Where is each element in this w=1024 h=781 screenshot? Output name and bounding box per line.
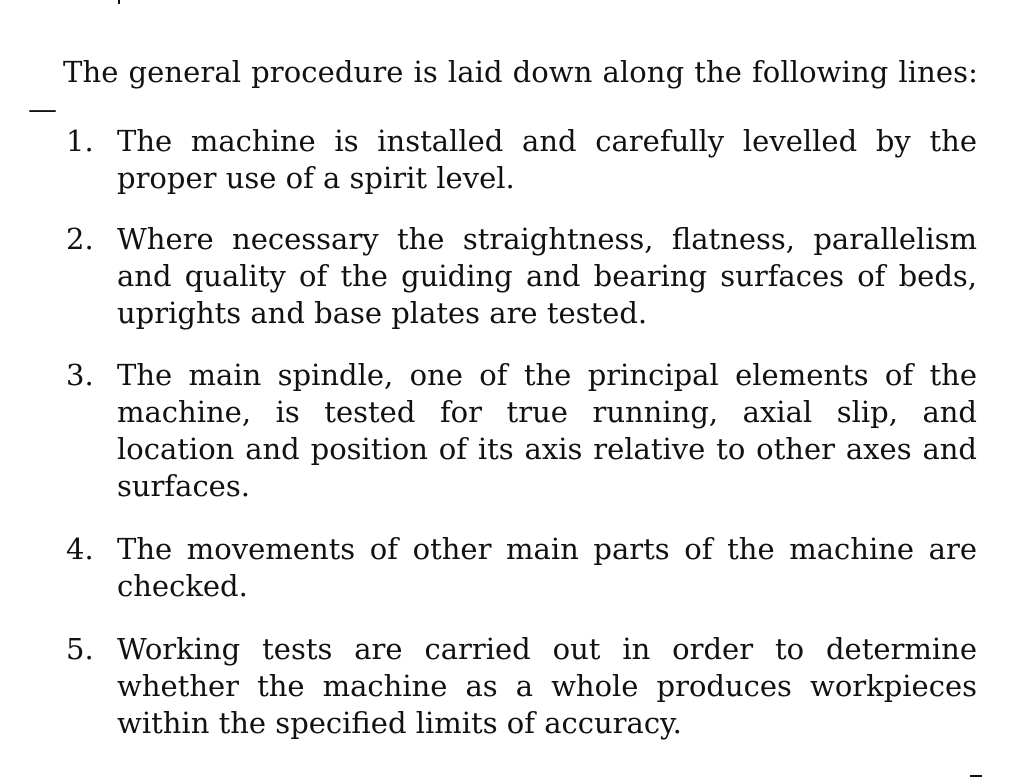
- list-item: [0, 531, 1024, 631]
- list-item: [0, 221, 1024, 357]
- list-item-text: Where necessary the straightness, flatness, parallelism and quality of the guiding and bearing surfaces of beds, uprights and base plates are tested.: [117, 222, 977, 330]
- list-item-text: The movements of other main parts of the machine are checked.: [117, 532, 977, 603]
- scan-artifact-mark: [970, 775, 982, 781]
- procedure-list: [0, 123, 1024, 751]
- list-item: [0, 123, 1024, 221]
- list-item-number: 5.: [66, 632, 94, 666]
- list-item-number: 3.: [66, 358, 94, 392]
- list-item-text: The main spindle, one of the principal elements of the machine, is tested for true running, axial slip, and location and position of its axis relative to other axes and surfaces.: [117, 358, 977, 503]
- intro-paragraph: The general procedure is laid down along the following lines:—: [28, 55, 978, 126]
- list-item: [0, 631, 1024, 751]
- list-item-number: 4.: [66, 532, 94, 566]
- list-item-text: The machine is installed and carefully levelled by the proper use of a spirit level.: [117, 124, 977, 195]
- list-item-text: Working tests are carried out in order to determine whether the machine as a whole produces workpieces within the specified limits of accuracy.: [117, 632, 977, 740]
- list-item: [0, 357, 1024, 531]
- list-item-number: 2.: [66, 222, 94, 256]
- scan-artifact-mark: [118, 0, 120, 4]
- list-item-number: 1.: [66, 124, 94, 158]
